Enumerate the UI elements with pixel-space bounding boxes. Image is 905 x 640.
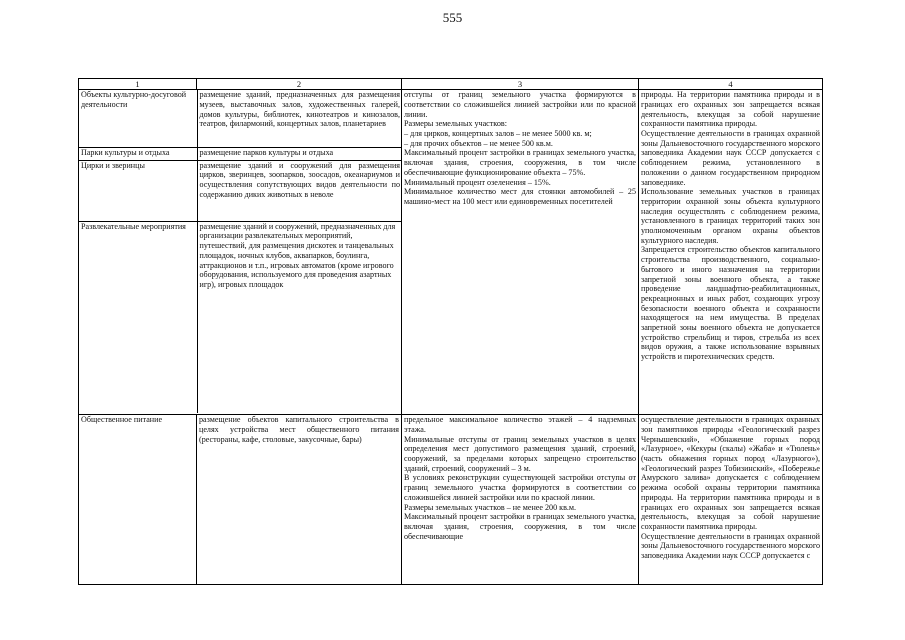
restrictions-cell bbox=[639, 90, 823, 415]
use-type-description: размещение зданий, предназначенных для размещения музеев, выставочных залов, художественных галерей, домов культуры, библиотек, кинотеатров и кинозалов, театров, филармоний, концертных залов, планетариев bbox=[199, 90, 400, 129]
parameter-text: Размеры земельных участков: bbox=[404, 119, 507, 129]
use-type-name: Цирки и зверинцы bbox=[79, 160, 197, 221]
parameter-text: Максимальный процент застройки в границах земельного участка, включая здания, строения, сооружения, в том числе обеспечивающие bbox=[404, 512, 636, 541]
parameter-text: предельное максимальное количество этажей – 4 надземных этажа. bbox=[404, 415, 636, 434]
use-type-name: Развлекательные мероприятия bbox=[79, 221, 197, 413]
page-number: 555 bbox=[442, 10, 463, 25]
header-cell-3: 3 bbox=[402, 79, 639, 90]
parameter-text: Максимальный процент застройки в границах земельного участка, включая здания, строения, сооружения, в том числе обеспечивающие функционирование объекта – 75%. bbox=[404, 148, 636, 177]
restrictions-cell bbox=[639, 415, 823, 585]
parameter-text: Минимальный процент озеленения – 15%. bbox=[404, 177, 551, 187]
parameter-text: Минимальные отступы от границ земельных участков в целях определения мест допустимого размещения зданий, строений, сооружений, за пределами которых запрещено строительство зданий, строений, сооружений – 3 м. bbox=[404, 434, 636, 473]
use-type-description: размещение парков культуры и отдыха bbox=[197, 147, 402, 160]
parameter-text: Минимальное количество мест для стоянки автомобилей – 25 машино-мест на 100 мест или единовременных посетителей bbox=[404, 187, 636, 206]
restriction-text: осуществление деятельности в границах охранных зон памятников природы «Геологический разрез Чернышевский», «Обнажение горных пород «Лазурное», «Кекуры (скалы) «Жаба» и «Тюлень» (часть обнажения горных пород «Лазурного»), «Геологический разрез Тобизинский», «Побережье Амурского залива» допускается с соблюдением режима особой охраны территории памятника природы. На территории памятника природы и в границах его охранных зон запрещается всякая деятельность, влекущая за собой нарушение сохранности памятника природы. bbox=[641, 415, 820, 531]
use-type-name: Общественное питание bbox=[79, 415, 197, 585]
use-type-name: Парки культуры и отдыха bbox=[79, 147, 197, 160]
table-header-row bbox=[79, 79, 823, 90]
parameters-cell bbox=[402, 415, 639, 585]
parameter-text: отступы от границ земельного участка формируются в соответствии со сложившейся линией застройки или по красной линии. bbox=[404, 90, 636, 119]
use-type-name: Объекты культурно-досуговой деятельности bbox=[79, 90, 197, 147]
use-type-description: размещение зданий и сооружений для размещения цирков, зверинцев, зоопарков, зоосадов, океанариумов и осуществления сопутствующих видов деятельности по содержанию диких животных в неволе bbox=[197, 160, 402, 221]
restriction-text: Осуществление деятельности в границах охранной зоны Дальневосточного государственного морского заповедника Академии наук СССР допускается с bbox=[641, 531, 820, 561]
parameter-text: Размеры земельных участков – не менее 200 кв.м. bbox=[404, 502, 577, 512]
restriction-text: Запрещается строительство объектов капитального строительства производственного, социально-бытового и иного назначения на территории запретной зоны военного объекта, а также проведение ландшафтно-реабилитационных, рекреационных и иных работ, создающих угрозу безопасности военного объекта и сохранности находящегося на нем имущества. В пределах запретной зоны военного объекта не допускается устройство стрельбищ и тиров, стрельба из всех видов оружия, а также использование взрывных устройств и пиротехнических средств. bbox=[641, 245, 820, 362]
use-type-description: размещение зданий и сооружений, предназначенных для организации развлекательных мероприятий, путешествий, для размещения дискотек и танцевальных площадок, ночных клубов, аквапарков, боулинга, аттракционов и т.п., игровых автоматов (кроме игрового оборудования, используемого для проведения азартных игр), игровых площадок bbox=[197, 221, 402, 413]
header-cell-4: 4 bbox=[639, 79, 823, 90]
use-types-cell bbox=[79, 90, 402, 415]
use-type-description: размещение объектов капитального строительства в целях устройства мест общественного питания (рестораны, кафе, столовые, закусочные, бары) bbox=[197, 415, 402, 585]
header-cell-2: 2 bbox=[197, 79, 402, 90]
parameter-text: – для цирков, концертных залов – не менее 5000 кв. м; bbox=[404, 129, 592, 138]
regulations-table bbox=[78, 78, 823, 585]
restriction-text: Осуществление деятельности в границах охранной зоны Дальневосточного государственного морского заповедника Академии наук СССР допускается с соблюдением режима, установленного в положении о данном государственном природном заповеднике. bbox=[641, 129, 820, 187]
restriction-text: Использование земельных участков в границах территории охранной зоны объекта культурного наследия осуществлять с соблюдением режима, установленного в границах территорий таких зон уполномоченным органом охраны объектов культурного наследия. bbox=[641, 187, 820, 245]
table-row bbox=[79, 415, 823, 585]
restriction-text: природы. На территории памятника природы и в границах его охранных зон запрещается всякая деятельность, влекущая за собой нарушение сохранности памятника природы. bbox=[641, 90, 820, 129]
header-cell-1: 1 bbox=[79, 79, 197, 90]
parameter-text: В условиях реконструкции существующей застройки отступы от границ земельного участка формируются в соответствии со сложившейся линией застройки или по красной линии. bbox=[404, 473, 636, 502]
table-row bbox=[79, 90, 823, 415]
parameter-text: – для прочих объектов – не менее 500 кв.м. bbox=[404, 138, 553, 148]
parameters-cell bbox=[402, 90, 639, 415]
